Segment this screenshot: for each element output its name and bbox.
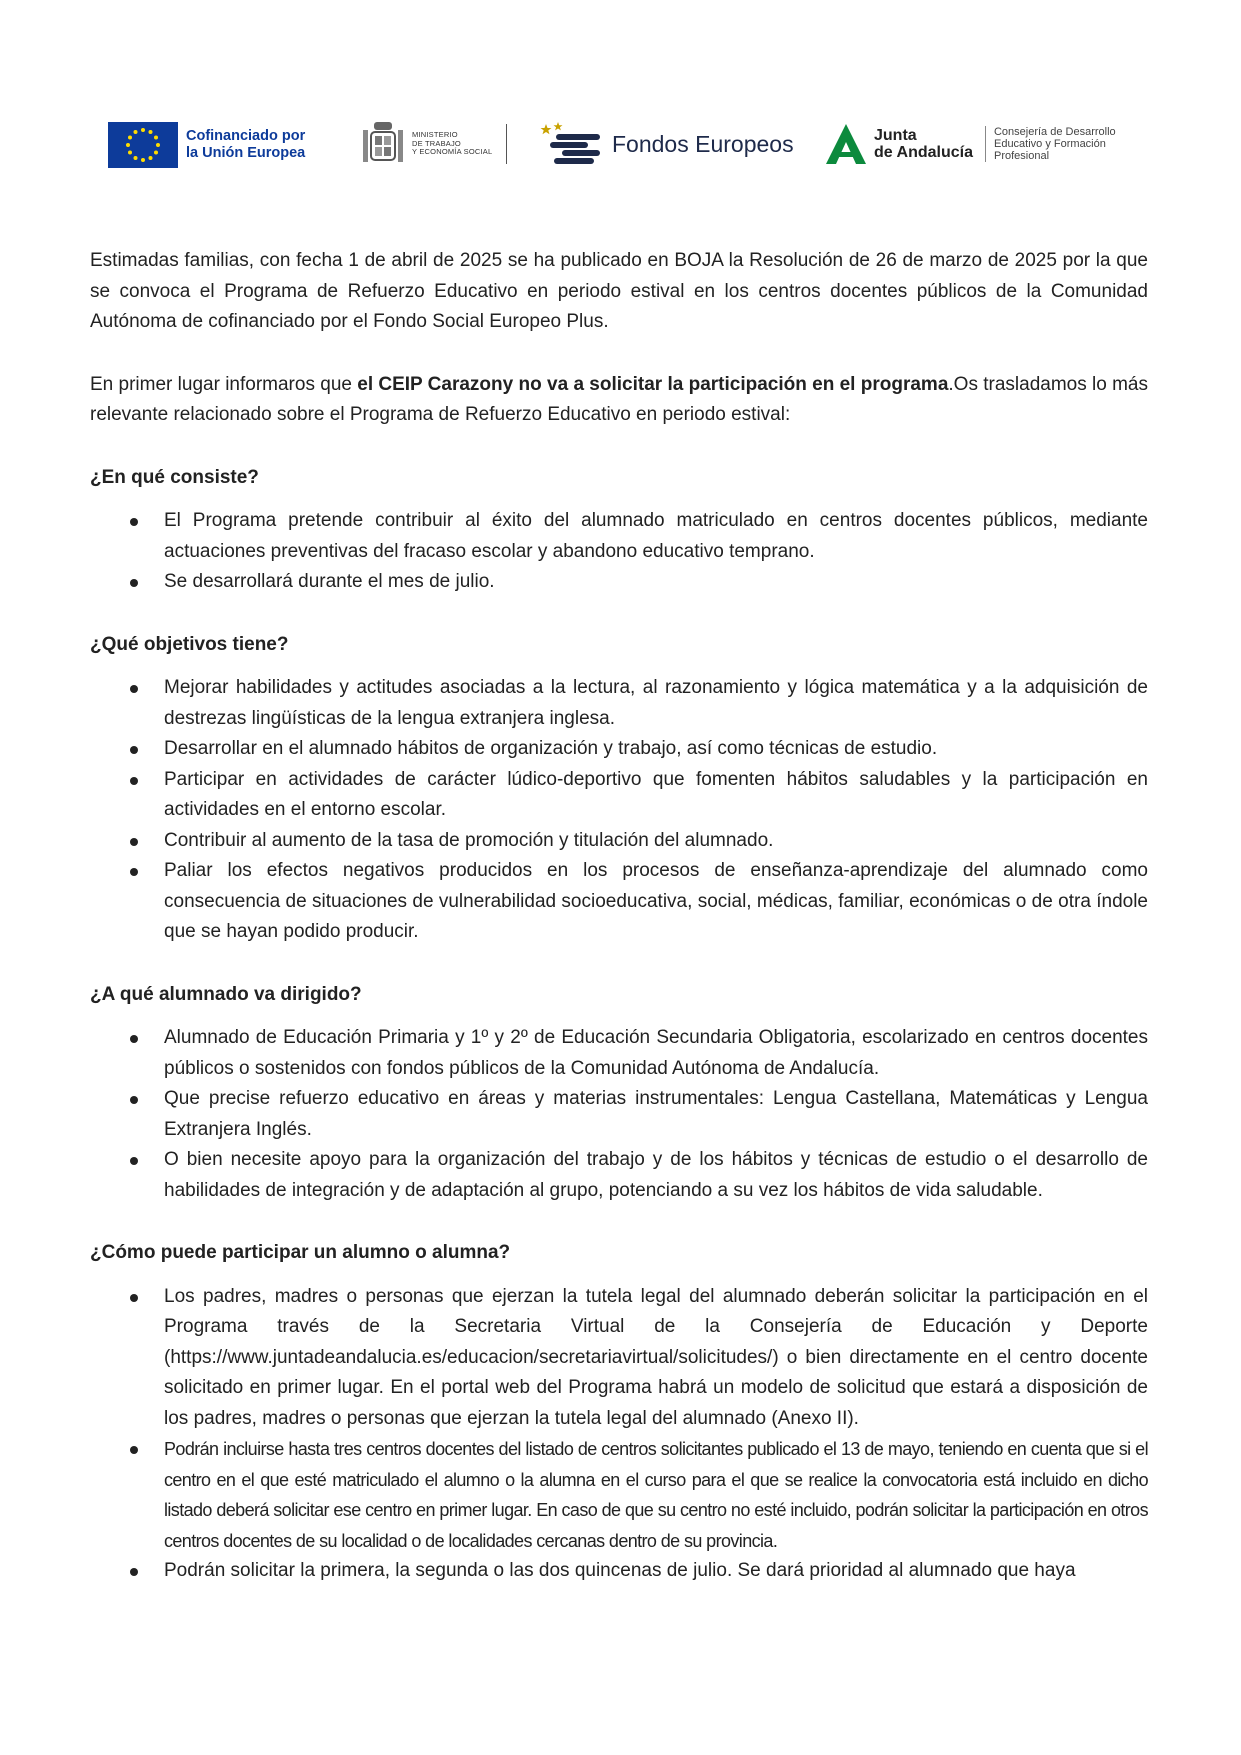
ministerio-logo xyxy=(360,120,507,168)
list-item: O bien necesite apoyo para la organización del trabajo y de los hábitos y técnicas de estudio o el desarrollo de habilidades de integración y de adaptación al grupo, potenciando a su vez los hábitos de vida saludable. xyxy=(90,1145,1148,1206)
consejeria-line3: Profesional xyxy=(993,150,1050,162)
ministerio-logo-text xyxy=(412,131,492,157)
consejeria-line1: Consejería de Desarrollo xyxy=(993,126,1116,138)
junta-andalucia-logo xyxy=(824,122,1116,166)
section-heading-objetivos: ¿Qué objetivos tiene? xyxy=(90,633,289,655)
notice-text-pre: En primer lugar informaros que xyxy=(90,373,358,395)
section-list-consiste xyxy=(90,506,1148,598)
section-list-dirigido xyxy=(90,1023,1148,1206)
list-item: Paliar los efectos negativos producidos en los procesos de enseñanza-aprendizaje del alumnado como consecuencia de situaciones de vulnerabilidad socioeducativa, social, médicas, familiar, económicas o de otra índole que se hayan podido producir. xyxy=(90,856,1148,948)
notice-text-post: .Os trasladamos lo más relevante relacionado sobre el Programa de Refuerzo Educativo en periodo estival: xyxy=(90,373,1148,425)
document-body xyxy=(90,246,1148,1619)
eu-logo-line1: Cofinanciado por xyxy=(186,128,306,144)
section-list-objetivos xyxy=(90,673,1148,948)
fondos-europeos-logo xyxy=(540,122,794,166)
coat-of-arms-icon xyxy=(360,120,406,168)
junta-andalucia-icon xyxy=(824,122,868,166)
list-item: El Programa pretende contribuir al éxito del alumnado matriculado en centros docentes públicos, mediante actuaciones preventivas del fracaso escolar y abandono educativo temprano. xyxy=(90,506,1148,567)
list-item: Podrán solicitar la primera, la segunda o las dos quincenas de julio. Se dará prioridad al alumnado que haya xyxy=(90,1556,1148,1587)
ministerio-line2: DE TRABAJO xyxy=(412,138,461,148)
junta-andalucia-text xyxy=(874,127,973,161)
consejeria-line2: Educativo y Formación xyxy=(993,138,1106,150)
list-item: Mejorar habilidades y actitudes asociadas a la lectura, al razonamiento y lógica matemática y a la adquisición de destrezas lingüísticas de la lengua extranjera inglesa. xyxy=(90,673,1148,734)
notice-paragraph xyxy=(90,370,1148,431)
list-item: Contribuir al aumento de la tasa de promoción y titulación del alumnado. xyxy=(90,826,1148,857)
list-item: Que precise refuerzo educativo en áreas y materias instrumentales: Lengua Castellana, Matemáticas y Lengua Extranjera Inglés. xyxy=(90,1084,1148,1145)
intro-paragraph: Estimadas familias, con fecha 1 de abril de 2025 se ha publicado en BOJA la Resolución de 26 de marzo de 2025 por la que se convoca el Programa de Refuerzo Educativo en periodo estival en los centros docentes públicos de la Comunidad Autónoma de cofinanciado por el Fondo Social Europeo Plus. xyxy=(90,250,1148,332)
eu-flag-icon xyxy=(108,122,178,168)
section-heading-dirigido: ¿A qué alumnado va dirigido? xyxy=(90,983,362,1005)
fondos-europeos-icon xyxy=(540,122,602,166)
list-item: Participar en actividades de carácter lúdico-deportivo que fomenten hábitos saludables y la participación en actividades en el entorno escolar. xyxy=(90,765,1148,826)
section-heading-participar: ¿Cómo puede participar un alumno o alumna? xyxy=(90,1242,511,1263)
ministerio-line3: Y ECONOMÍA SOCIAL xyxy=(412,147,493,157)
list-item: Alumnado de Educación Primaria y 1º y 2º de Educación Secundaria Obligatoria, escolarizado en centros docentes públicos o sostenidos con fondos públicos de la Comunidad Autónoma de Andalucía. xyxy=(90,1023,1148,1084)
consejeria-text xyxy=(985,126,1116,162)
section-heading-consiste: ¿En qué consiste? xyxy=(90,466,259,488)
section-list-participar xyxy=(90,1282,1148,1587)
eu-logo xyxy=(108,122,305,168)
notice-text-bold: el CEIP Carazony no va a solicitar la participación en el programa xyxy=(357,373,949,395)
list-item: Se desarrollará durante el mes de julio. xyxy=(90,567,1148,598)
fondos-europeos-text: Fondos Europeos xyxy=(612,130,794,157)
junta-line1: Junta xyxy=(874,127,917,144)
logo-divider xyxy=(506,124,507,164)
ministerio-line1: MINISTERIO xyxy=(412,130,458,140)
logo-header xyxy=(0,112,1241,182)
list-item: Los padres, madres o personas que ejerzan la tutela legal del alumnado deberán solicitar la participación en el Programa través de la Secretaria Virtual de la Consejería de Educación y Deporte (https://www.juntadeandalucia.es/educacion/secretariavirtual/solicitudes/) o bien directamente en el centro docente solicitado en primer lugar. En el portal web del Programa habrá un modelo de solicitud que estará a disposición de los padres, madres o personas que ejerzan la tutela legal del alumnado (Anexo II). xyxy=(90,1282,1148,1435)
list-item: Desarrollar en el alumnado hábitos de organización y trabajo, así como técnicas de estudio. xyxy=(90,734,1148,765)
eu-logo-line2: la Unión Europea xyxy=(186,145,306,161)
eu-logo-text xyxy=(186,128,305,162)
list-item: Podrán incluirse hasta tres centros docentes del listado de centros solicitantes publicado el 13 de mayo, teniendo en cuenta que si el centro en el que esté matriculado el alumno o la alumna en el curso para el que se realice la convocatoria está incluido en dicho listado deberá solicitar ese centro en primer lugar. En caso de que su centro no esté incluido, podrán solicitar la participación en otros centros docentes de su localidad o de localidades cercanas dentro de su provincia. xyxy=(90,1434,1148,1556)
junta-line2: de Andalucía xyxy=(874,144,973,161)
